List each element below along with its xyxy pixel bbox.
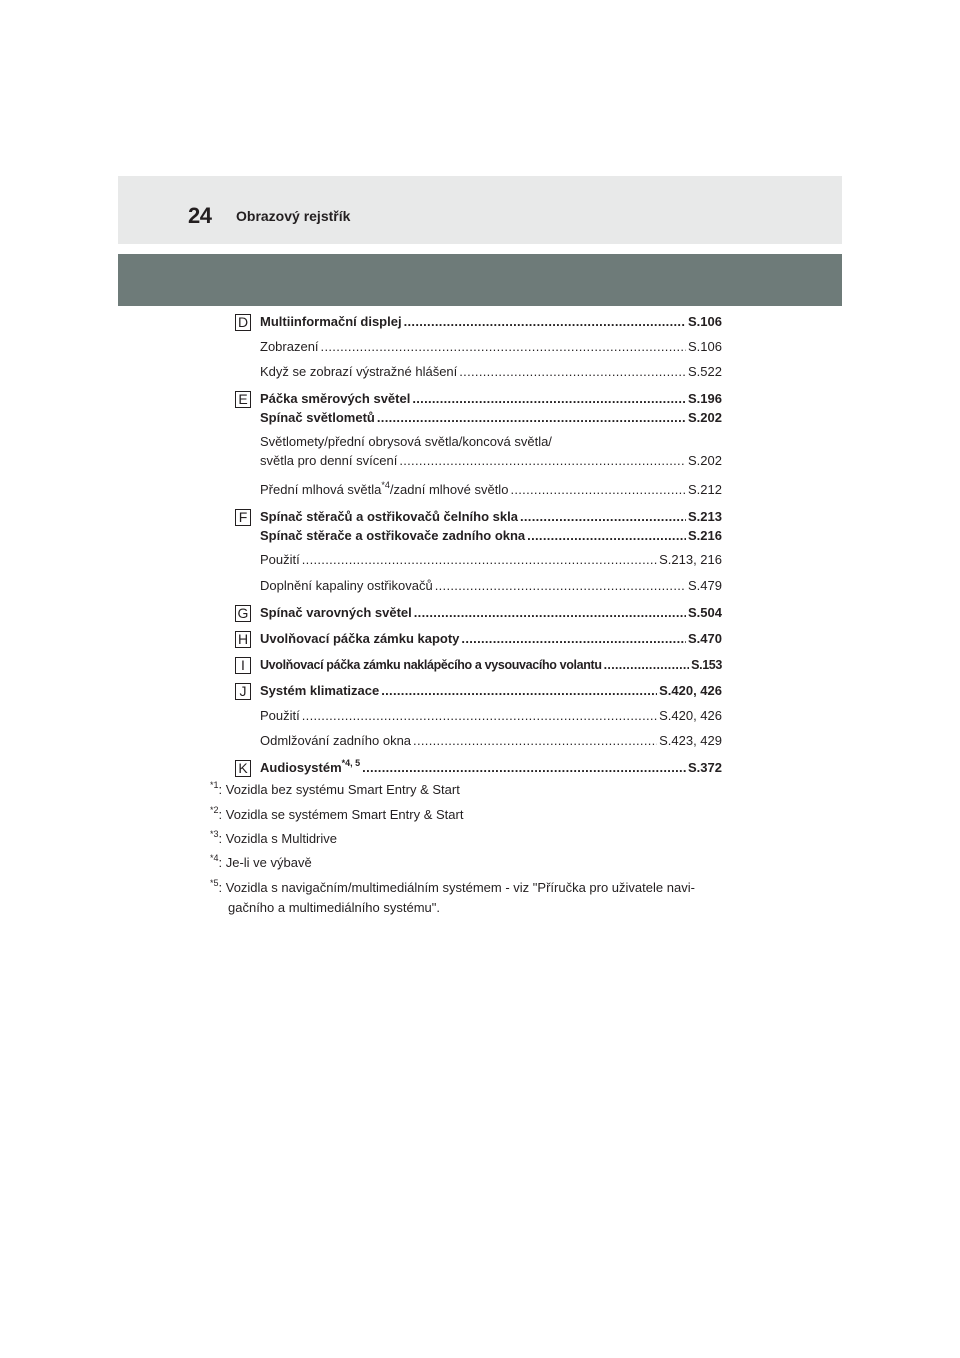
index-entry[interactable] <box>260 526 722 546</box>
index-entry[interactable] <box>260 603 722 623</box>
entry-page: S.504 <box>688 605 722 620</box>
entry-label: Spínač stěrače a ostřikovače zadního okna <box>260 528 526 543</box>
entry-page: S.213, 216 <box>659 552 722 567</box>
leader-dots <box>461 629 686 649</box>
entry-label: Přední mlhová světla$^{*4}$/zadní mlhové světlo <box>260 480 509 497</box>
index-entry[interactable] <box>260 337 722 357</box>
index-entry[interactable] <box>260 576 722 596</box>
entry-label: Páčka směrových světel <box>260 391 411 406</box>
index-entry[interactable] <box>260 731 722 751</box>
leader-dots <box>302 706 657 726</box>
leader-dots <box>377 408 686 428</box>
entry-label: světla pro denní svícení <box>260 453 398 468</box>
letter-marker-k: K <box>235 760 251 777</box>
leader-dots <box>321 337 686 357</box>
leader-dots <box>604 655 689 675</box>
footnote-continuation: gačního a multimediálního systému". <box>228 900 440 915</box>
letter-marker-f: F <box>235 509 251 526</box>
entry-page: S.470 <box>688 631 722 646</box>
index-entry[interactable] <box>260 389 722 409</box>
section-title: Obrazový rejstřík <box>236 208 351 224</box>
letter-marker-g: G <box>235 605 251 622</box>
footnote: $^{*3}$: Vozidla s Multidrive <box>210 829 338 846</box>
index-entry[interactable] <box>260 312 722 332</box>
entry-label: Uvolňovací páčka zámku kapoty <box>260 631 460 646</box>
index-entry[interactable] <box>260 681 722 701</box>
index-entry[interactable] <box>260 629 722 649</box>
footnote: $^{*1}$: Vozidla bez systému Smart Entry & Start <box>210 780 460 797</box>
footnote: $^{*2}$: Vozidla se systémem Smart Entry & Start <box>210 805 464 822</box>
index-entry[interactable] <box>260 408 722 428</box>
footnote: $^{*4}$: Je-li ve výbavě <box>210 853 312 870</box>
leader-dots <box>510 480 686 500</box>
footnote-ref: *4, 5 <box>341 758 361 768</box>
letter-marker-h: H <box>235 631 251 648</box>
leader-dots <box>414 603 686 623</box>
index-entry[interactable] <box>260 706 722 726</box>
entry-page: S.420, 426 <box>659 683 722 698</box>
leader-dots <box>459 362 686 382</box>
leader-dots <box>527 526 686 546</box>
footnote: $^{*5}$: Vozidla s navigačním/multimediálním systémem - viz "Příručka pro uživatele navi- <box>210 878 695 895</box>
entry-label: Zobrazení <box>260 339 319 354</box>
page-number: 24 <box>188 203 212 228</box>
index-entry[interactable] <box>260 507 722 527</box>
index-entry[interactable] <box>260 362 722 382</box>
entry-page: S.106 <box>688 339 722 354</box>
entry-label: Použití <box>260 552 300 567</box>
letter-marker-e: E <box>235 391 251 408</box>
entry-page: S.202 <box>688 410 722 425</box>
entry-label: Multiinformační displej <box>260 314 402 329</box>
leader-dots <box>413 731 657 751</box>
entry-label: Když se zobrazí výstražné hlášení <box>260 364 458 379</box>
entry-label-line: Světlomety/přední obrysová světla/koncová světla/ <box>260 434 552 449</box>
entry-page: S.420, 426 <box>659 708 722 723</box>
letter-marker-i: I <box>235 657 251 674</box>
leader-dots <box>520 507 686 527</box>
leader-dots <box>399 451 686 471</box>
leader-dots <box>412 389 686 409</box>
leader-dots <box>381 681 657 701</box>
entry-page: S.196 <box>688 391 722 406</box>
entry-label: Uvolňovací páčka zámku naklápěcího a vysouvacího volantu <box>260 658 602 672</box>
entry-page: S.372 <box>688 760 722 775</box>
leader-dots <box>302 550 657 570</box>
index-entry[interactable] <box>260 758 722 778</box>
entry-label: Použití <box>260 708 300 723</box>
entry-page: S.522 <box>688 364 722 379</box>
leader-dots <box>362 758 686 778</box>
entry-page: S.216 <box>688 528 722 543</box>
entry-label: Doplnění kapaliny ostřikovačů <box>260 578 433 593</box>
index-entry[interactable] <box>260 451 722 471</box>
entry-page: S.213 <box>688 509 722 524</box>
entry-label: Spínač varovných světel <box>260 605 412 620</box>
entry-page: S.212 <box>688 482 722 497</box>
index-entry[interactable] <box>260 655 722 675</box>
entry-label: Odmlžování zadního okna <box>260 733 412 748</box>
footnote-ref: *4 <box>381 480 390 490</box>
letter-marker-j: J <box>235 683 251 700</box>
entry-page: S.202 <box>688 453 722 468</box>
entry-page: S.423, 429 <box>659 733 722 748</box>
entry-label: Audiosystém$^{*4, 5}$ <box>260 758 361 775</box>
entry-page: S.479 <box>688 578 722 593</box>
leader-dots <box>435 576 686 596</box>
entry-label: Spínač stěračů a ostřikovačů čelního skla <box>260 509 518 524</box>
entry-page: S.106 <box>688 314 722 329</box>
index-entry[interactable] <box>260 550 722 570</box>
entry-page: S.153 <box>691 658 722 672</box>
leader-dots <box>404 312 686 332</box>
entry-label: Spínač světlometů <box>260 410 375 425</box>
entry-label: Systém klimatizace <box>260 683 380 698</box>
index-entry[interactable] <box>260 480 722 500</box>
letter-marker-d: D <box>235 314 251 331</box>
